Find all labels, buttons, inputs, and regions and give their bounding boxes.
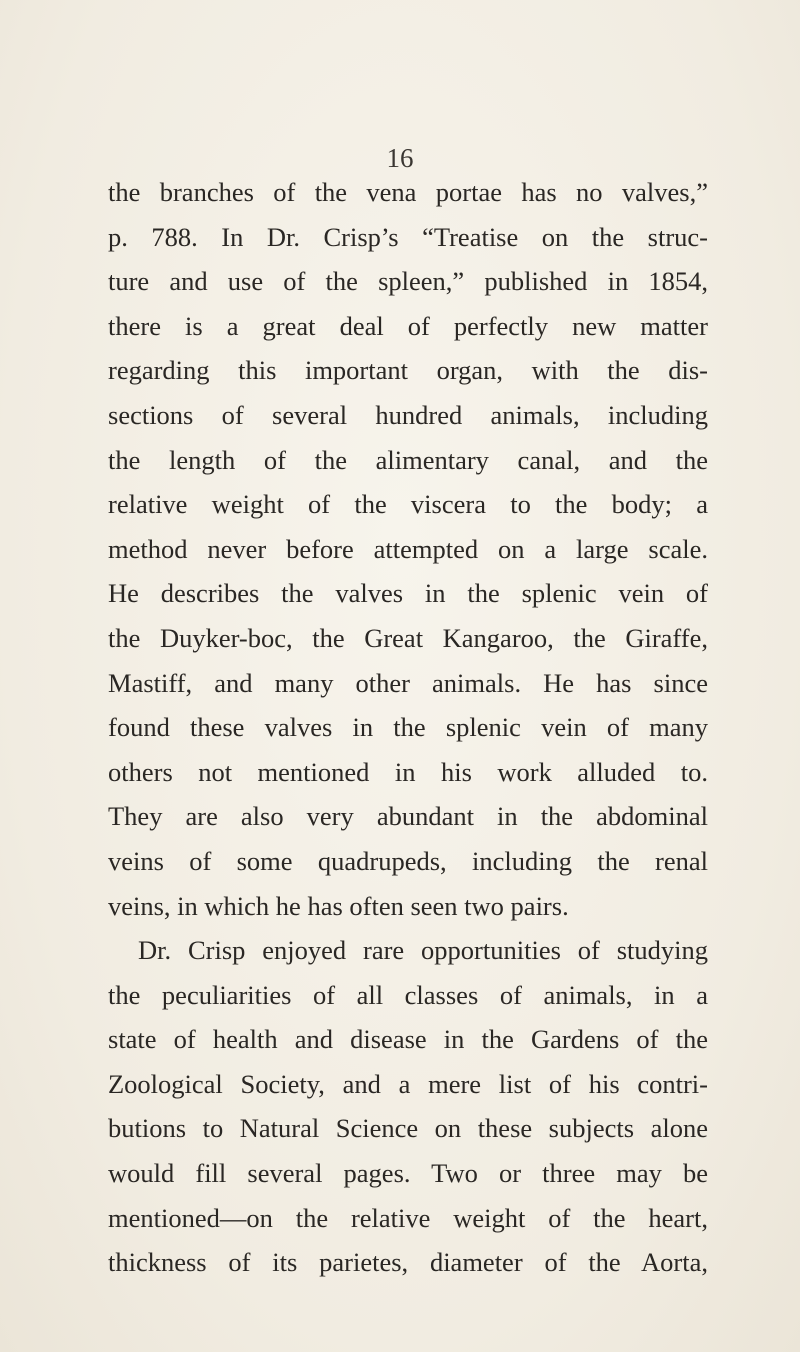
text-line: sections of several hundred animals, including bbox=[108, 399, 708, 430]
text-line: They are also very abundant in the abdominal bbox=[108, 801, 708, 832]
text-line: relative weight of the viscera to the body; a bbox=[108, 489, 708, 520]
text-line: found these valves in the splenic vein of many bbox=[108, 712, 708, 743]
text-line: veins, in which he has often seen two pairs. bbox=[108, 890, 569, 921]
text-line: thickness of its parietes, diameter of the Aorta, bbox=[108, 1247, 708, 1278]
page-number: 16 bbox=[386, 143, 414, 173]
text-line: state of health and disease in the Gardens of the bbox=[108, 1024, 708, 1055]
text-line: would fill several pages. Two or three may be bbox=[108, 1158, 708, 1189]
text-line: method never before attempted on a large scale. bbox=[108, 533, 708, 564]
text-line: butions to Natural Science on these subjects alone bbox=[108, 1113, 708, 1144]
text-line: Mastiff, and many other animals. He has since bbox=[108, 667, 708, 698]
text-line: others not mentioned in his work alluded to. bbox=[108, 756, 708, 787]
text-line: Zoological Society, and a mere list of his contri- bbox=[108, 1068, 708, 1099]
text-line: He describes the valves in the splenic vein of bbox=[108, 578, 708, 609]
text-line: the peculiarities of all classes of animals, in a bbox=[108, 979, 708, 1010]
text-line: there is a great deal of perfectly new matter bbox=[108, 310, 708, 341]
paragraph-start-line: Dr. Crisp enjoyed rare opportunities of studying bbox=[138, 935, 708, 966]
text-line: mentioned—on the relative weight of the heart, bbox=[108, 1202, 708, 1233]
text-line: veins of some quadrupeds, including the renal bbox=[108, 845, 708, 876]
text-line: ture and use of the spleen,” published in 1854, bbox=[108, 266, 708, 297]
text-line: regarding this important organ, with the dis- bbox=[108, 355, 708, 386]
text-line: the Duyker-boc, the Great Kangaroo, the Giraffe, bbox=[108, 622, 708, 653]
text-line: p. 788. In Dr. Crisp’s “Treatise on the struc- bbox=[108, 221, 708, 252]
text-line: the branches of the vena portae has no valves,” bbox=[108, 177, 708, 207]
text-line: the length of the alimentary canal, and the bbox=[108, 444, 708, 475]
body-text bbox=[108, 170, 708, 1285]
